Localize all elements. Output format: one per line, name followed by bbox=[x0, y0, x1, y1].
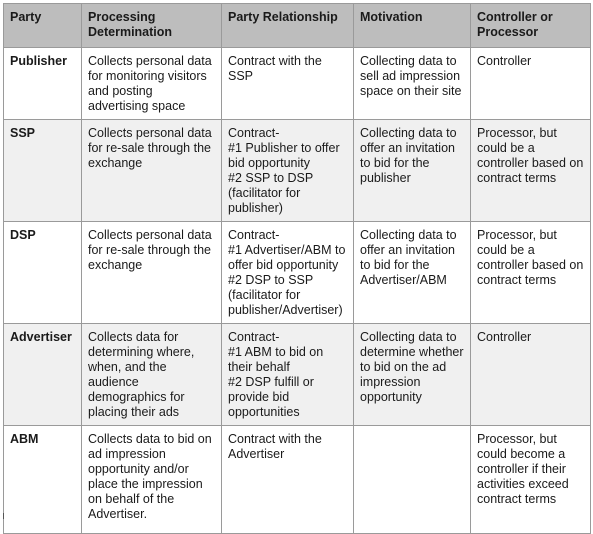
header-motivation: Motivation bbox=[354, 4, 471, 48]
cell-motivation: Collecting data to offer an invitation to bid for the publisher bbox=[354, 120, 471, 222]
table-row bbox=[4, 324, 591, 426]
cell-party: DSP bbox=[4, 222, 82, 324]
table-row bbox=[4, 48, 591, 120]
cell-relationship: Contract- #1 ABM to bid on their behalf #2 DSP fulfill or provide bid opportunities bbox=[222, 324, 354, 426]
cell-processing: Collects personal data for monitoring visitors and posting advertising space bbox=[82, 48, 222, 120]
page-edge-mark bbox=[3, 513, 4, 519]
cell-motivation: Collecting data to sell ad impression space on their site bbox=[354, 48, 471, 120]
header-controller-or-processor: Controller or Processor bbox=[471, 4, 591, 48]
table-row bbox=[4, 222, 591, 324]
header-party: Party bbox=[4, 4, 82, 48]
cell-role: Controller bbox=[471, 324, 591, 426]
cell-relationship: Contract- #1 Advertiser/ABM to offer bid opportunity #2 DSP to SSP (facilitator for publisher/Advertiser) bbox=[222, 222, 354, 324]
header-party-relationship: Party Relationship bbox=[222, 4, 354, 48]
cell-party: ABM bbox=[4, 426, 82, 534]
cell-processing: Collects data for determining where, when, and the audience demographics for placing their ads bbox=[82, 324, 222, 426]
party-roles-table bbox=[3, 3, 591, 534]
cell-relationship: Contract with the Advertiser bbox=[222, 426, 354, 534]
cell-party: SSP bbox=[4, 120, 82, 222]
cell-party: Advertiser bbox=[4, 324, 82, 426]
table-row bbox=[4, 426, 591, 534]
cell-party: Publisher bbox=[4, 48, 82, 120]
cell-processing: Collects data to bid on ad impression opportunity and/or place the impression on behalf of the Advertiser. bbox=[82, 426, 222, 534]
header-processing-determination: Processing Determination bbox=[82, 4, 222, 48]
cell-role: Controller bbox=[471, 48, 591, 120]
cell-relationship: Contract with the SSP bbox=[222, 48, 354, 120]
cell-relationship: Contract- #1 Publisher to offer bid opportunity #2 SSP to DSP (facilitator for publisher) bbox=[222, 120, 354, 222]
cell-motivation: Collecting data to determine whether to bid on the ad impression opportunity bbox=[354, 324, 471, 426]
cell-role: Processor, but could become a controller if their activities exceed contract terms bbox=[471, 426, 591, 534]
cell-processing: Collects personal data for re-sale through the exchange bbox=[82, 222, 222, 324]
cell-role: Processor, but could be a controller based on contract terms bbox=[471, 222, 591, 324]
cell-motivation: Collecting data to offer an invitation to bid for the Advertiser/ABM bbox=[354, 222, 471, 324]
cell-processing: Collects personal data for re-sale through the exchange bbox=[82, 120, 222, 222]
cell-motivation bbox=[354, 426, 471, 534]
table-row bbox=[4, 120, 591, 222]
header-row bbox=[4, 4, 591, 48]
cell-role: Processor, but could be a controller based on contract terms bbox=[471, 120, 591, 222]
